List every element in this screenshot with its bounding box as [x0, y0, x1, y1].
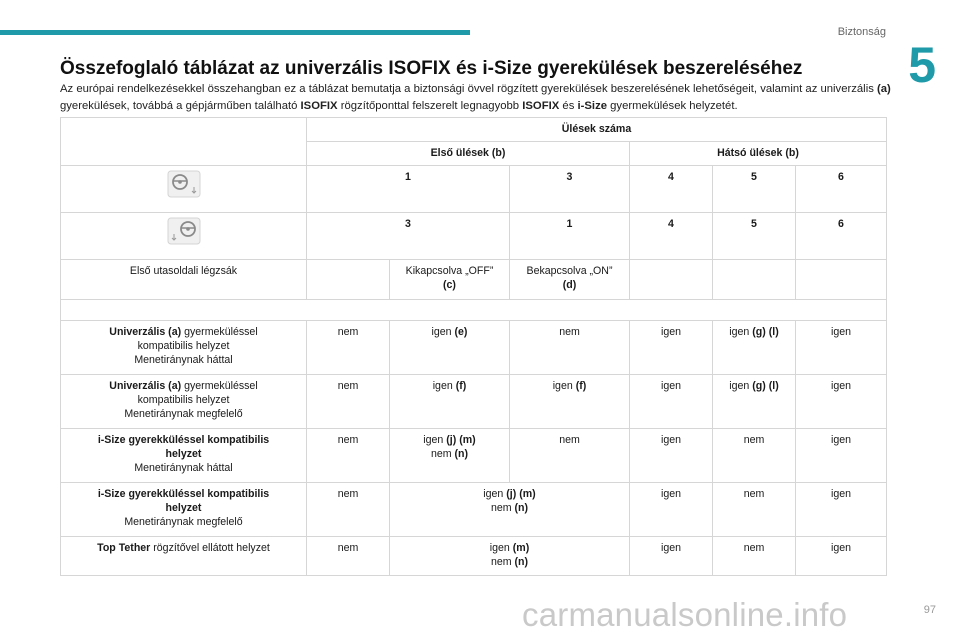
spacer-row — [61, 300, 887, 321]
table-row-isize-rear-facing — [61, 429, 887, 483]
seat-cell: 6 — [796, 213, 887, 260]
data-cell: igen (e) — [390, 321, 510, 375]
data-cell: igen — [630, 321, 713, 375]
data-cell: nem — [713, 483, 796, 537]
seat-cell: 4 — [630, 166, 713, 213]
chapter-number: 5 — [908, 37, 936, 93]
table-row-universal-rear-facing — [61, 321, 887, 375]
table-row-isize-forward-facing — [61, 483, 887, 537]
section-label: Biztonság — [837, 26, 886, 38]
steering-wheel-right-icon — [167, 217, 201, 245]
data-cell: nem — [307, 483, 390, 537]
seat-layout-icon-cell — [61, 213, 307, 260]
header-empty-cell — [61, 118, 307, 166]
data-cell: nem — [307, 429, 390, 483]
table-row-top-tether — [61, 537, 887, 576]
seat-numbering-row-lhd — [61, 166, 887, 213]
seat-layout-icon-cell — [61, 166, 307, 213]
airbag-empty-cell — [713, 260, 796, 300]
table-row-universal-forward-facing — [61, 375, 887, 429]
data-cell: nem — [713, 537, 796, 576]
seat-cell: 1 — [510, 213, 630, 260]
airbag-off-cell: Kikapcsolva „OFF” (c) — [390, 260, 510, 300]
row-label: Top Tether rögzítővel ellátott helyzet — [61, 537, 307, 576]
data-cell: igen — [796, 429, 887, 483]
accent-bar — [0, 30, 470, 35]
seat-cell: 6 — [796, 166, 887, 213]
row-label: Univerzális (a) gyermeküléssel kompatibilis helyzet Menetiránynak háttal — [61, 321, 307, 375]
seats-header: Ülések száma — [307, 118, 887, 142]
steering-wheel-left-icon — [167, 170, 201, 198]
airbag-empty-cell — [630, 260, 713, 300]
airbag-empty-cell — [796, 260, 887, 300]
data-cell: igen (j) (m) nem (n) — [390, 429, 510, 483]
seat-numbering-row-rhd — [61, 213, 887, 260]
front-seats-header: Első ülések (b) — [307, 142, 630, 166]
data-cell: igen (g) (l) — [713, 321, 796, 375]
data-cell: igen — [630, 375, 713, 429]
seat-cell: 5 — [713, 213, 796, 260]
airbag-empty-cell — [307, 260, 390, 300]
data-cell: igen (m) nem (n) — [390, 537, 630, 576]
seat-cell: 1 — [307, 166, 510, 213]
table-header-row — [61, 118, 887, 142]
page-number: 97 — [923, 604, 936, 616]
rear-seats-header: Hátsó ülések (b) — [630, 142, 887, 166]
seat-cell: 5 — [713, 166, 796, 213]
intro-paragraph: Az európai rendelkezésekkel összehangban ez a táblázat bemutatja a biztonsági övvel rögzített gyerekülések beszerelésének lehetőségeit, valamint az univerzális (a) gyerekülések, továbbá a gépjárműben található ISOFIX rögzítőponttal felszerelt legnagyobb ISOFIX és i-Size gyermekülések helyzetét. — [60, 83, 891, 112]
seat-cell: 3 — [510, 166, 630, 213]
data-cell: nem — [713, 429, 796, 483]
data-cell: igen (f) — [510, 375, 630, 429]
seat-cell: 4 — [630, 213, 713, 260]
data-cell: igen (f) — [390, 375, 510, 429]
airbag-label: Első utasoldali légzsák — [61, 260, 307, 300]
data-cell: nem — [307, 375, 390, 429]
row-label: i-Size gyerekküléssel kompatibilis helyzet Menetiránynak megfelelő — [61, 483, 307, 537]
data-cell: nem — [510, 321, 630, 375]
data-cell: igen — [796, 321, 887, 375]
row-label: Univerzális (a) gyermeküléssel kompatibilis helyzet Menetiránynak megfelelő — [61, 375, 307, 429]
airbag-on-cell: Bekapcsolva „ON” (d) — [510, 260, 630, 300]
data-cell: igen — [630, 483, 713, 537]
airbag-row — [61, 260, 887, 300]
data-cell: igen (j) (m) nem (n) — [390, 483, 630, 537]
data-cell: igen — [796, 483, 887, 537]
data-cell: nem — [510, 429, 630, 483]
seat-cell: 3 — [307, 213, 510, 260]
row-label: i-Size gyerekküléssel kompatibilis helyzet Menetiránynak háttal — [61, 429, 307, 483]
data-cell: nem — [307, 321, 390, 375]
data-cell: igen — [796, 375, 887, 429]
data-cell: igen — [630, 429, 713, 483]
data-cell: igen — [796, 537, 887, 576]
spacer-cell — [61, 300, 887, 321]
data-cell: igen (g) (l) — [713, 375, 796, 429]
watermark: carmanualsonline.info — [522, 596, 848, 633]
page-title: Összefoglaló táblázat az univerzális ISOFIX és i-Size gyerekülések beszereléséhez — [60, 58, 803, 79]
isofix-summary-table — [60, 117, 887, 576]
data-cell: igen — [630, 537, 713, 576]
data-cell: nem — [307, 537, 390, 576]
